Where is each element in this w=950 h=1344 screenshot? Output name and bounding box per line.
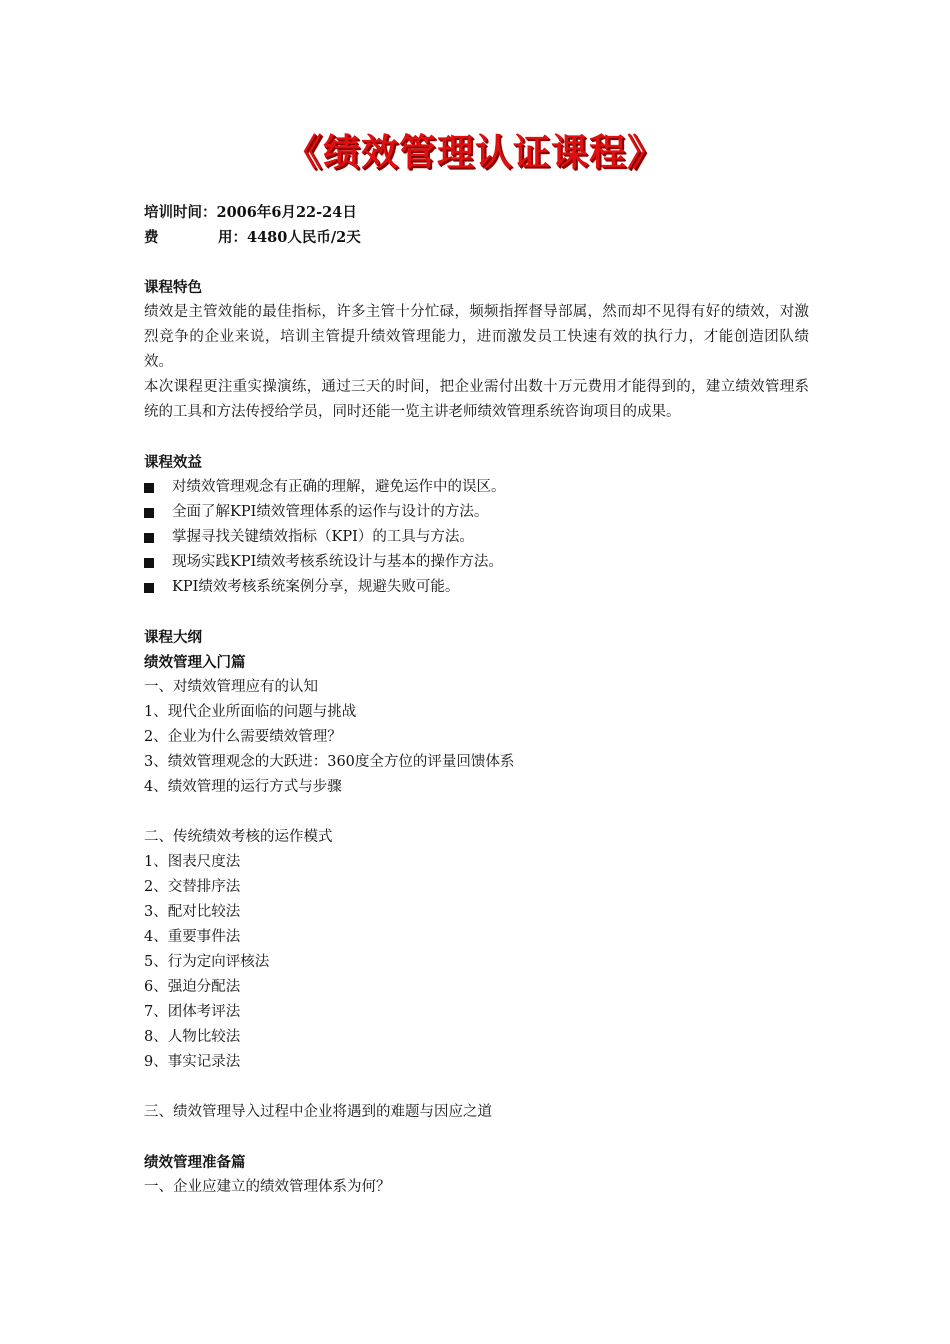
- fee-label-first: 费: [144, 229, 159, 246]
- benefit-text: KPI绩效考核系统案例分享，规避失败可能。: [172, 579, 460, 595]
- outline-list-item: 8、人物比较法: [144, 1029, 241, 1045]
- spacer: [144, 250, 809, 275]
- square-bullet-icon: [144, 583, 154, 593]
- outline-part2-title: 绩效管理准备篇: [144, 1154, 246, 1171]
- benefit-text: 全面了解KPI绩效管理体系的运作与设计的方法。: [172, 504, 489, 520]
- features-paragraph-1: 绩效是主管效能的最佳指标，许多主管十分忙碌，频频指挥督导部属，然而却不见得有好的绩效，对激烈竞争的企业来说，培训主管提升绩效管理能力，进而激发员工快速有效的执行力，才能创造团队绩效。: [144, 304, 809, 370]
- outline-part1-title: 绩效管理入门篇: [144, 654, 246, 671]
- features-paragraph-2: 本次课程更注重实操演练，通过三天的时间，把企业需付出数十万元费用才能得到的，建立绩效管理系统的工具和方法传授给学员，同时还能一览主讲老师绩效管理系统咨询项目的成果。: [144, 379, 809, 420]
- benefit-item: [144, 550, 809, 575]
- outline-list-item: 1、图表尺度法: [144, 854, 241, 870]
- outline-section-title: 一、企业应建立的绩效管理体系为何？: [144, 1179, 391, 1195]
- fee-value: 4480人民币/2天: [247, 229, 361, 246]
- benefit-text: 掌握寻找关键绩效指标（KPI）的工具与方法。: [172, 529, 474, 545]
- fee-label-second: 用：: [218, 229, 247, 246]
- outline-list-item: 4、绩效管理的运行方式与步骤: [144, 779, 342, 795]
- features-heading: 课程特色: [144, 279, 202, 296]
- spacer: [144, 425, 809, 450]
- outline-list-item: 1、现代企业所面临的问题与挑战: [144, 704, 357, 720]
- benefit-item: [144, 575, 809, 600]
- benefits-heading: 课程效益: [144, 454, 202, 471]
- outline-section-title: 二、传统绩效考核的运作模式: [144, 829, 333, 845]
- training-fee: [144, 225, 809, 250]
- benefit-item: [144, 500, 809, 525]
- outline-section-title: 一、对绩效管理应有的认知: [144, 679, 318, 695]
- training-time: [144, 200, 809, 225]
- outline-list-item: 9、事实记录法: [144, 1054, 241, 1070]
- training-time-label: 培训时间：: [144, 204, 217, 221]
- outline-list-item: 2、交替排序法: [144, 879, 241, 895]
- spacer: [144, 600, 809, 625]
- outline-section-title: 三、绩效管理导入过程中企业将遇到的难题与因应之道: [144, 1104, 492, 1120]
- outline-list-item: 4、重要事件法: [144, 929, 241, 945]
- outline-list-item: 5、行为定向评核法: [144, 954, 270, 970]
- square-bullet-icon: [144, 533, 154, 543]
- training-time-value: 2006年6月22-24日: [216, 204, 357, 221]
- outline-heading: 课程大纲: [144, 629, 202, 646]
- spacer: [144, 1075, 809, 1100]
- benefit-item: [144, 525, 809, 550]
- outline-list-item: 6、强迫分配法: [144, 979, 241, 995]
- square-bullet-icon: [144, 508, 154, 518]
- outline-list-item: 3、配对比较法: [144, 904, 241, 920]
- benefit-text: 现场实践KPI绩效考核系统设计与基本的操作方法。: [172, 554, 503, 570]
- outline-list-item: 3、绩效管理观念的大跃进：360度全方位的评量回馈体系: [144, 754, 515, 770]
- document-body: [144, 200, 809, 1200]
- spacer: [144, 1125, 809, 1150]
- square-bullet-icon: [144, 558, 154, 568]
- spacer: [144, 800, 809, 825]
- outline-list-item: 7、团体考评法: [144, 1004, 241, 1020]
- benefit-text: 对绩效管理观念有正确的理解，避免运作中的误区。: [172, 479, 506, 495]
- document-title: 《绩效管理认证课程》: [285, 131, 665, 174]
- benefit-item: [144, 475, 809, 500]
- outline-list-item: 2、企业为什么需要绩效管理？: [144, 729, 342, 745]
- square-bullet-icon: [144, 483, 154, 493]
